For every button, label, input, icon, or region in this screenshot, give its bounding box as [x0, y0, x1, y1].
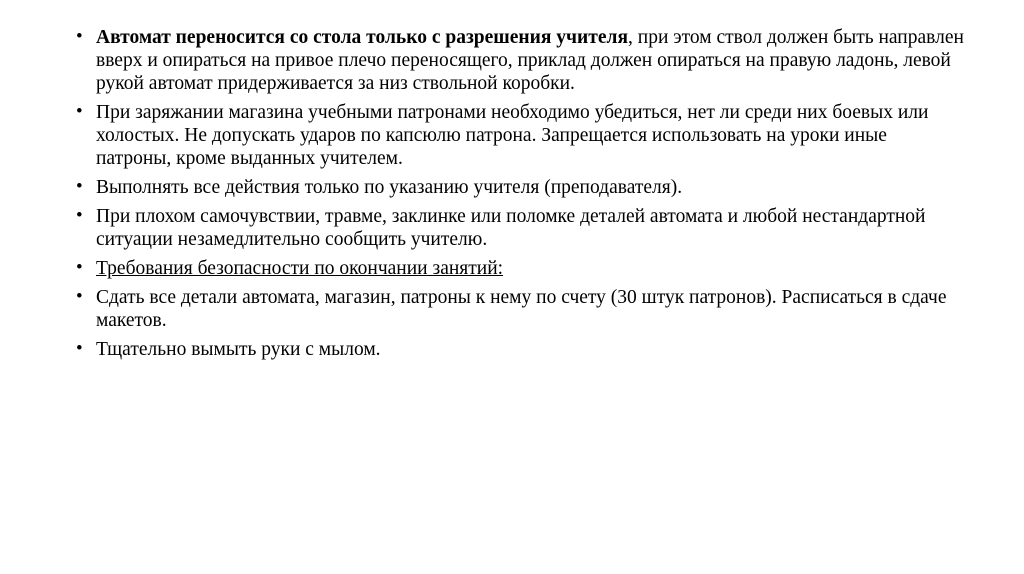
list-item-text	[96, 176, 964, 199]
bullet-dot-icon: •	[76, 286, 83, 307]
list-item	[72, 101, 964, 170]
list-item	[72, 257, 964, 280]
list-item-body: При заряжании магазина учебными патронами необходимо убедиться, нет ли среди них боевых или холостых. Не допускать ударов по капсюлю патрона. Запрещается использовать на уроки иные патроны, кроме выданных учителем.	[96, 102, 929, 169]
bullet-dot-icon: •	[76, 101, 83, 122]
list-item	[72, 286, 964, 332]
list-item-text	[96, 101, 964, 170]
list-item-body: , при этом ствол должен быть направлен вверх и опираться на привое плечо переносящего, приклад должен опираться на правую ладонь, левой рукой автомат придерживается за низ ствольной коробки.	[96, 27, 964, 94]
bullet-dot-icon: •	[76, 257, 83, 278]
list-item-body: Выполнять все действия только по указанию учителя (преподавателя).	[96, 177, 683, 198]
list-item-text	[96, 205, 964, 251]
list-item-body: При плохом самочувствии, травме, заклинке или поломке деталей автомата и любой нестандартной ситуации незамедлительно сообщить учителю.	[96, 206, 926, 250]
bullet-dot-icon: •	[76, 338, 83, 359]
list-item	[72, 26, 964, 95]
list-item-text	[96, 286, 964, 332]
list-item-text	[96, 338, 964, 361]
list-item-body: Сдать все детали автомата, магазин, патроны к нему по счету (30 штук патронов). Расписаться в сдаче макетов.	[96, 287, 947, 331]
safety-rules-list	[72, 26, 964, 361]
bullet-dot-icon: •	[76, 205, 83, 226]
list-item	[72, 205, 964, 251]
list-item	[72, 176, 964, 199]
list-item-lead: Автомат переносится со стола только с разрешения учителя	[96, 27, 629, 48]
list-item-text	[96, 257, 964, 280]
bullet-dot-icon: •	[76, 26, 83, 47]
list-item-text	[96, 26, 964, 95]
list-item	[72, 338, 964, 361]
list-item-body: Требования безопасности по окончании занятий:	[96, 258, 504, 279]
bullet-dot-icon: •	[76, 176, 83, 197]
list-item-body: Тщательно вымыть руки с мылом.	[96, 339, 381, 360]
